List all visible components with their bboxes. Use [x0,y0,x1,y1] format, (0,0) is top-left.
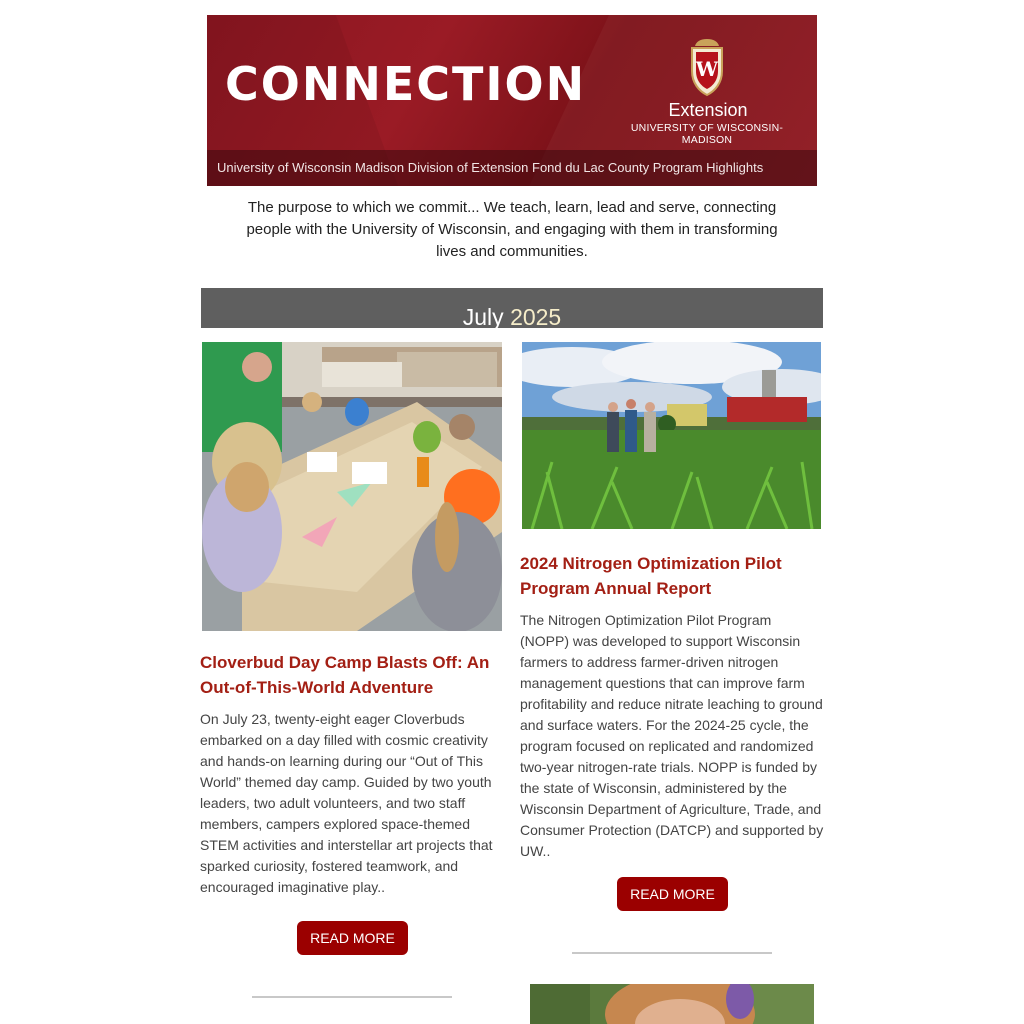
cornfield-photo[interactable] [522,342,821,529]
divider [252,996,452,998]
divider [572,952,772,954]
classroom-craft-photo[interactable] [202,342,502,631]
purpose-statement: The purpose to which we commit... We teach, learn, lead and serve, connecting people with the University of Wisconsin, and engaging with them in transforming lives and communities. [246,199,778,260]
portrait-photo[interactable] [530,984,814,1024]
read-more-button-cloverbud[interactable]: READ MORE [297,921,408,955]
month-bar [201,288,823,328]
university-name: UNIVERSITY OF WISCONSIN-MADISON [630,122,784,146]
extension-name: Extension [668,100,748,120]
article-body-cloverbud: On July 23, twenty-eight eager Cloverbuds embarked on a day filled with cosmic creativity and hands-on learning during our “Out of This World” themed day camp. Guided by two youth leaders, two adult volunteers, and two staff members, campers explored space-themed STEM activities and interstellar art projects that sparked curiosity, fostered teamwork, and encouraged imaginative play.. [200,711,493,895]
article-title-cloverbud[interactable]: Cloverbud Day Camp Blasts Off: An Out-of-This-World Adventure [200,653,490,697]
month-year: 2025 [510,304,562,330]
month-name: July [462,304,504,330]
header-banner [207,15,817,186]
crest-letter: W [695,57,719,81]
banner-subtitle-bar [207,150,817,186]
banner-title: CONNECTION [225,57,587,111]
article-title-nitrogen[interactable]: 2024 Nitrogen Optimization Pilot Program Annual Report [520,554,782,598]
month-label [463,296,561,331]
article-body-nitrogen: The Nitrogen Optimization Pilot Program (NOPP) was developed to support Wisconsin farmers to address farmer-driven nitrogen management questions that can improve farm profitability and reduce nitrate leaching to ground and surface waters. For the 2024-25 cycle, the program focused on replicated and randomized two-year nitrogen-rate trials. NOPP is funded by the state of Wisconsin, administered by the Wisconsin Department of Agriculture, Trade, and Consumer Protection (DATCP) and supported by UW.. [520,612,824,859]
uw-crest-icon [686,37,728,99]
banner-subtitle: University of Wisconsin Madison Division of Extension Fond du Lac County Program Highlights [217,160,764,175]
read-more-button-nitrogen[interactable]: READ MORE [617,877,728,911]
